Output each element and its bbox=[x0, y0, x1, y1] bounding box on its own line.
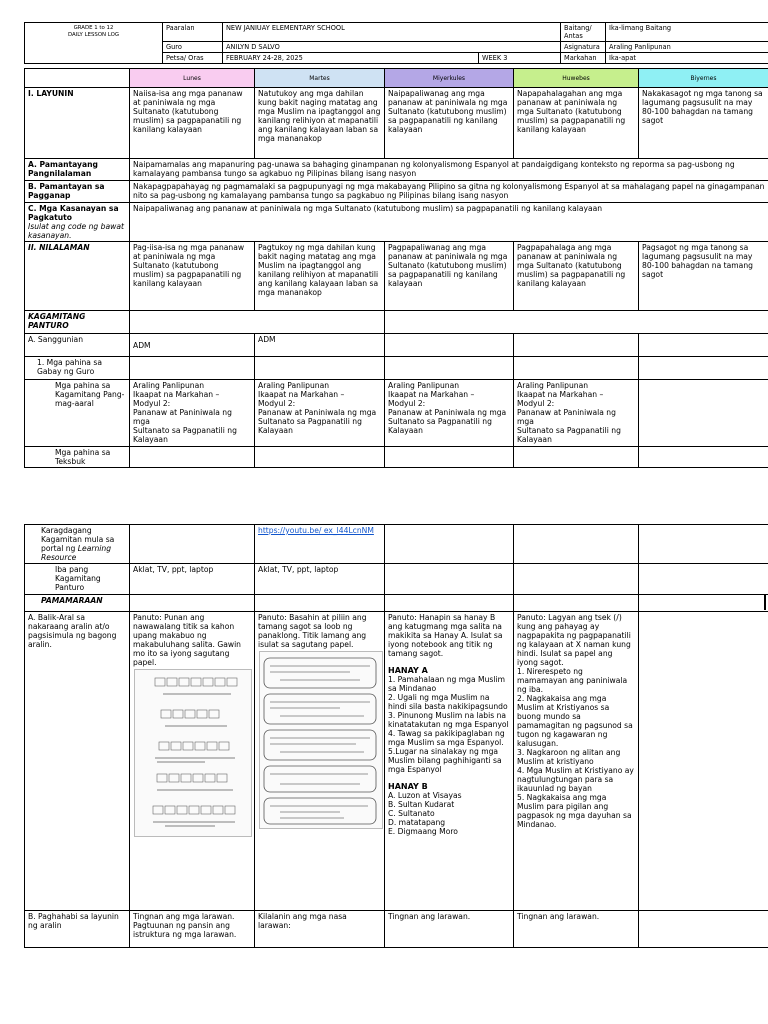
teksbuk-biyernes bbox=[639, 447, 768, 468]
hanay-a-items: 1. Pamahalaan ng mga Muslim sa Mindanao 2. Ugali ng mga Muslim na hindi sila basta nakikipagsundo 3. Pinunong Muslim na labis na kinatatakutan ng mga Espanyol 4. Tawag sa pakikipaglaban ng mga Muslim sa mga Espanyol. 5.Lugar na sinalakay ng mga Muslim bilang paghihiganti sa mga Espanyol bbox=[388, 675, 509, 774]
balik-aral-huwebes: Panuto: Lagyan ang tsek (/) kung ang pahayag ay nagpapakita ng pagpapanatili ng kalayaan at X naman kung hindi. Isulat sa papel ang iyong sagot. 1. Nirerespeto ng mamamayan ang paniniwala ng iba. 2. Nagkakaisa ang mga Muslim at Kristiyanos sa buong mundo sa pamamagitan ng pagsunod sa tugon ng kagawaran ng kalusugan. 3. Nagkaroon ng alitan ang Muslim at kristiyano 4. Mga Muslim at Kristiyano ay nagtulungtungan para sa ikauunlad ng bayan 5. Nagkakaisa ang mga Muslim para pigilan ang pagpasok ng mga dayuhan sa Mindanao. bbox=[514, 612, 639, 911]
markahan-value: Ika-apat bbox=[606, 53, 768, 64]
day-huwebes: Huwebes bbox=[514, 69, 639, 88]
day-biyernes: Biyernes bbox=[639, 69, 768, 88]
karagdagang-huwebes bbox=[514, 525, 639, 564]
gabay-martes bbox=[255, 357, 385, 380]
word-puzzle-image bbox=[134, 669, 252, 837]
paghahabi-martes: Kilalanin ang mga nasa larawan: bbox=[255, 911, 385, 948]
hanay-b-items: A. Luzon at Visayas B. Sultan Kudarat C. Sultanato D. matatapang E. Digmaang Moro bbox=[388, 791, 462, 836]
pamamaraan-lunes bbox=[130, 595, 255, 612]
page-edge-marker bbox=[764, 594, 766, 610]
iba-biyernes bbox=[639, 564, 768, 595]
day-header-blank bbox=[25, 69, 130, 88]
nilalaman-martes: Pagtukoy ng mga dahilan kung bakit naging matatag ang mga Muslim na ipagtanggol ang kanilang relihiyon at mapanatili ang kanilang kalayaan laban sa mga mananakop bbox=[255, 242, 385, 311]
day-martes: Martes bbox=[255, 69, 385, 88]
week-value: WEEK 3 bbox=[479, 53, 561, 64]
kasanayan-note: Isulat ang code ng bawat kasanayan. bbox=[28, 222, 124, 240]
kagamitan-lunes: Araling Panlipunan Ikaapat na Markahan – Modyul 2: Pananaw at Paniniwala ng mga Sultanato sa Pagpanatili ng Kalayaan bbox=[130, 380, 255, 447]
grade-title bbox=[25, 23, 163, 64]
pamamaraan-miyerkules bbox=[385, 595, 514, 612]
balik-aral-biyernes bbox=[639, 612, 768, 911]
pamamaraan-biyernes bbox=[639, 595, 768, 612]
iba-huwebes bbox=[514, 564, 639, 595]
kagamitan-martes: Araling Panlipunan Ikaapat na Markahan – Modyul 2: Pananaw at Paniniwala ng mga Sultanato sa Pagpanatili ng Kalayaan bbox=[255, 380, 385, 447]
kagamitang-panturo-blank2 bbox=[385, 311, 768, 334]
pamamaraan-martes bbox=[255, 595, 385, 612]
layunin-martes: Natutukoy ang mga dahilan kung bakit naging matatag ang mga Muslim na ipagtanggol ang kanilang relihiyon at mapanatili ang kanilang kalayaan laban sa mga mananakop bbox=[255, 88, 385, 159]
pamantayan-sa-pagganap-label: B. Pamantayan sa Pagganap bbox=[25, 181, 130, 203]
hanay-a-title: HANAY A bbox=[388, 666, 428, 675]
lesson-table-page2 bbox=[24, 524, 768, 948]
iba-miyerkules bbox=[385, 564, 514, 595]
sanggunian-label: A. Sanggunian bbox=[25, 334, 130, 357]
sanggunian-biyernes bbox=[639, 334, 768, 357]
day-miyerkules: Miyerkules bbox=[385, 69, 514, 88]
balik-aral-miyerkules bbox=[385, 612, 514, 911]
hanay-b-title: HANAY B bbox=[388, 782, 428, 791]
gabay-lunes bbox=[130, 357, 255, 380]
sanggunian-huwebes bbox=[514, 334, 639, 357]
layunin-miyerkules: Naipapaliwanag ang mga pananaw at paniniwala ng mga Sultanato (katutubong muslim) sa pagpapanatili ng kanilang kalayaan bbox=[385, 88, 514, 159]
teksbuk-lunes bbox=[130, 447, 255, 468]
kagamitan-biyernes bbox=[639, 380, 768, 447]
kasanayan-label: C. Mga Kasanayan sa Pagkatuto bbox=[28, 204, 119, 222]
paghahabi-biyernes bbox=[639, 911, 768, 948]
pamamaraan-label: PAMAMARAAN bbox=[25, 595, 130, 612]
gabay-label: 1. Mga pahina sa Gabay ng Guro bbox=[25, 357, 130, 380]
kagamitan-miyerkules: Araling Panlipunan Ikaapat na Markahan – Modyul 2: Pananaw at Paniniwala ng mga Sultanato sa Pagpanatili ng Kalayaan bbox=[385, 380, 514, 447]
karagdagang-biyernes bbox=[639, 525, 768, 564]
karagdagang-label bbox=[25, 525, 130, 564]
pamantayang-pangnilalaman-text: Naipamamalas ang mapanuring pag-unawa sa bahaging ginampanan ng kolonyalismong Espanyol at pandaigdigang konteksto ng reporma sa pag-usbong ng kamalayang pambansa tungo sa agkabuo ng Pilipinas bilang isang nasyon bbox=[130, 159, 768, 181]
pamamaraan-huwebes bbox=[514, 595, 639, 612]
teksbuk-martes bbox=[255, 447, 385, 468]
nilalaman-lunes: Pag-iisa-isa ng mga pananaw at paniniwala ng mga Sultanato (katutubong muslim) sa pagpapanatili ng kanilang kalayaan bbox=[130, 242, 255, 311]
sanggunian-miyerkules bbox=[385, 334, 514, 357]
paaralan-label: Paaralan bbox=[163, 23, 223, 42]
paghahabi-label: B. Paghahabi sa layunin ng aralin bbox=[25, 911, 130, 948]
teksbuk-label: Mga pahina sa Teksbuk bbox=[25, 447, 130, 468]
sanggunian-lunes: ADM bbox=[130, 334, 255, 357]
layunin-biyernes: Nakakasagot ng mga tanong sa lagumang pagsusulit na may 80-100 bahagdan na tamang sagot bbox=[639, 88, 768, 159]
teksbuk-huwebes bbox=[514, 447, 639, 468]
teksbuk-miyerkules bbox=[385, 447, 514, 468]
balik-aral-label: A. Balik-Aral sa nakaraang aralin at/o pagsisimula ng bagong aralin. bbox=[25, 612, 130, 911]
learning-resource-text: Learning Resource bbox=[41, 544, 112, 562]
guro-label: Guro bbox=[163, 42, 223, 53]
asignatura-label: Asignatura bbox=[561, 42, 606, 53]
baitang-value: Ika-limang Baitang bbox=[606, 23, 768, 42]
grade-line2: DAILY LESSON LOG bbox=[67, 32, 120, 38]
nilalaman-biyernes: Pagsagot ng mga tanong sa lagumang pagsusulit na may 80-100 bahagdan na tamang sagot bbox=[639, 242, 768, 311]
sanggunian-martes: ADM bbox=[255, 334, 385, 357]
iba-lunes: Aklat, TV, ppt, laptop bbox=[130, 564, 255, 595]
header-table bbox=[24, 22, 768, 64]
guro-value: ANILYN D SALVO bbox=[223, 42, 561, 53]
kagamitang-panturo-label: KAGAMITANG PANTURO bbox=[25, 311, 130, 334]
balik-aral-martes bbox=[255, 612, 385, 911]
karagdagang-label-text: Karagdagang Kagamitan mula sa portal ng bbox=[41, 526, 115, 553]
balik-aral-martes-text: Panuto: Basahin at piliin ang tamang sagot sa loob ng panaklong. Titik lamang ang isulat sa sagutang papel. bbox=[258, 613, 367, 649]
nilalaman-huwebes: Pagpapahalaga ang mga pananaw at paniniwala ng mga Sultanato (katutubong muslim) sa pagpapanatili ng kanilang kalayaan bbox=[514, 242, 639, 311]
pamantayang-pangnilalaman-label: A. Pamantayang Pangnilalaman bbox=[25, 159, 130, 181]
paaralan-value: NEW JANIUAY ELEMENTARY SCHOOL bbox=[223, 23, 561, 42]
iba-label: Iba pang Kagamitang Panturo bbox=[25, 564, 130, 595]
nilalaman-miyerkules: Pagpapaliwanag ang mga pananaw at paniniwala ng mga Sultanato (katutubong muslim) sa pagpapanatili ng kanilang kalayaan bbox=[385, 242, 514, 311]
balik-aral-lunes-text: Panuto: Punan ang nawawalang titik sa kahon upang makabuo ng makabuluhang salita. Gawin mo ito sa iyong sagutang papel. bbox=[133, 613, 241, 667]
day-lunes: Lunes bbox=[130, 69, 255, 88]
grade-line1: GRADE 1 to 12 bbox=[73, 25, 114, 31]
balik-aral-lunes bbox=[130, 612, 255, 911]
gabay-biyernes bbox=[639, 357, 768, 380]
paghahabi-miyerkules: Tingnan ang larawan. bbox=[385, 911, 514, 948]
gabay-miyerkules bbox=[385, 357, 514, 380]
kasanayan-text: Naipapaliwanag ang pananaw at paniniwala ng mga Sultanato (katutubong muslim) sa pagpapanatili ng kanilang kalayaan bbox=[130, 203, 768, 242]
paghahabi-lunes: Tingnan ang mga larawan. Pagtuunan ng pansin ang istruktura ng mga larawan. bbox=[130, 911, 255, 948]
petsa-label: Petsa/ Oras bbox=[163, 53, 223, 64]
iba-martes: Aklat, TV, ppt, laptop bbox=[255, 564, 385, 595]
layunin-huwebes: Napapahalagahan ang mga pananaw at paniniwala ng mga Sultanato (katutubong muslim) sa pagpapanatili ng kanilang kalayaan bbox=[514, 88, 639, 159]
gabay-huwebes bbox=[514, 357, 639, 380]
layunin-label: I. LAYUNIN bbox=[25, 88, 130, 159]
quiz-worksheet-image bbox=[259, 651, 383, 829]
kagamitan-label: Mga pahina sa Kagamitang Pang-mag-aaral bbox=[25, 380, 130, 447]
kagamitang-panturo-blank1 bbox=[130, 311, 385, 334]
balik-aral-miyerkules-text: Panuto: Hanapin sa hanay B ang katugmang mga salita na makikita sa Hanay A. Isulat sa iyong notebook ang titik ng tamang sagot. bbox=[388, 613, 503, 658]
paghahabi-huwebes: Tingnan ang larawan. bbox=[514, 911, 639, 948]
karagdagang-miyerkules bbox=[385, 525, 514, 564]
youtube-link[interactable]: https://youtu.be/ ex_l44LcnNM bbox=[258, 526, 374, 535]
lesson-table-page1 bbox=[24, 68, 768, 468]
pamantayan-sa-pagganap-text: Nakapagpapahayag ng pagmamalaki sa pagpupunyagi ng mga makabayang Pilipino sa gitna ng kolonyalismong Espanyol at sa mahalagang papel na ginagampanan nito sa pag-usbong ng kamalayang pambansa tungo sa pagkabuo ng Pilipinas bilang isang nasyon bbox=[130, 181, 768, 203]
layunin-lunes: Naiisa-isa ang mga pananaw at paniniwala ng mga Sultanato (katutubong muslim) sa pagpapanatili ng kanilang kalayaan bbox=[130, 88, 255, 159]
kasanayan-cell bbox=[25, 203, 130, 242]
nilalaman-label: II. NILALAMAN bbox=[25, 242, 130, 311]
markahan-label: Markahan bbox=[561, 53, 606, 64]
petsa-value: FEBRUARY 24-28, 2025 bbox=[223, 53, 479, 64]
kagamitan-huwebes: Araling Panlipunan Ikaapat na Markahan – Modyul 2: Pananaw at Paniniwala ng mga Sultanato sa Pagpanatili ng Kalayaan bbox=[514, 380, 639, 447]
karagdagang-martes bbox=[255, 525, 385, 564]
asignatura-value: Araling Panlipunan bbox=[606, 42, 768, 53]
karagdagang-lunes bbox=[130, 525, 255, 564]
baitang-label: Baitang/ Antas bbox=[561, 23, 606, 42]
